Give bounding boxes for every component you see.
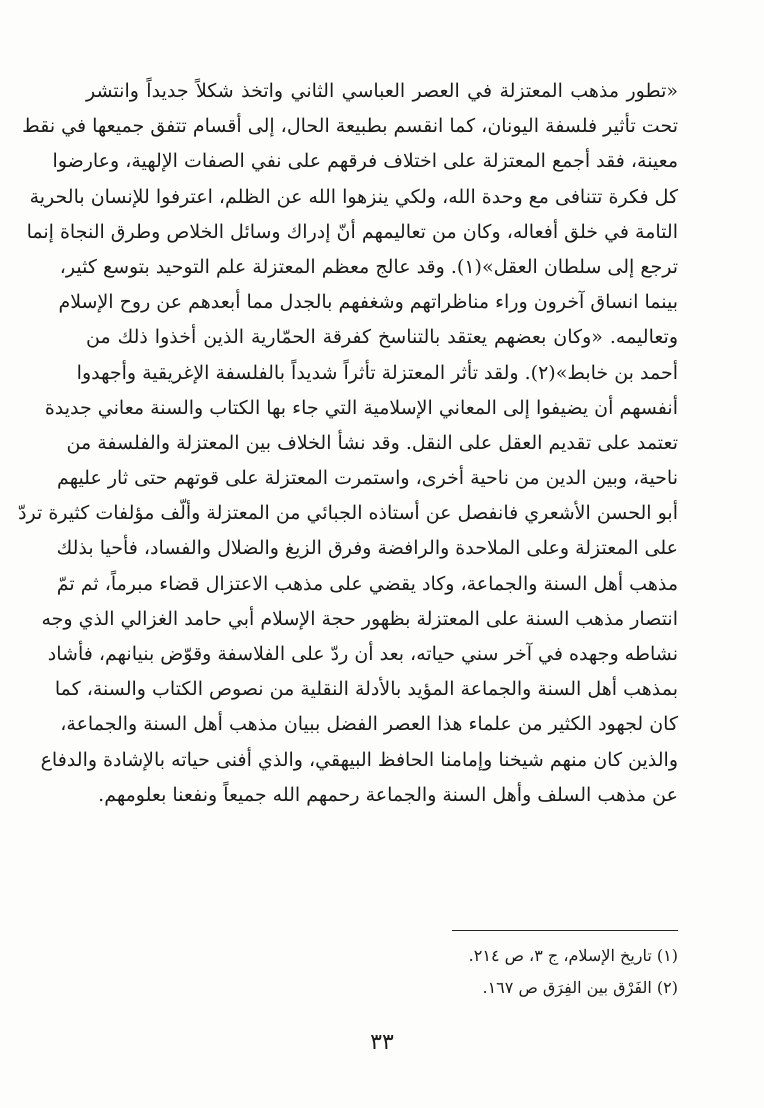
body-line: تعتمد على تقديم العقل على النقل. وقد نشأ الخلاف بين المعتزلة والفلسفة من	[66, 431, 678, 454]
body-line: معينة، فقد أجمع المعتزلة على اختلاف فرقهم على نفي الصفات الإلهية، وعارضوا	[52, 150, 678, 173]
body-line: مذهب أهل السنة والجماعة، وكاد يقضي على مذهب الاعتزال قضاء مبرماً، ثم تمّ	[56, 572, 678, 595]
body-line: كل فكرة تتنافى مع وحدة الله، ولكي ينزهوا الله عن الظلم، اعترفوا للإنسان بالحرية	[29, 185, 678, 208]
body-line: «تطور مذهب المعتزلة في العصر العباسي الثاني واتخذ شكلاً جديداً وانتشر	[86, 80, 678, 102]
body-line: انتصار مذهب السنة على المعتزلة بظهور حجة الإسلام أبي حامد الغزالي الذي وجه	[41, 607, 678, 630]
body-line: أنفسهم أن يضيفوا إلى المعاني الإسلامية التي جاء بها الكتاب والسنة معاني جديدة	[44, 396, 678, 419]
body-line: عن مذهب السلف وأهل السنة والجماعة رحمهم الله جميعاً ونفعنا بعلومهم.	[98, 783, 678, 806]
body-line: على المعتزلة وعلى الملاحدة والرافضة وفرق الزيغ والضلال والفساد، فأحيا بذلك	[56, 537, 678, 560]
body-line: نشاطه وجهده في آخر سني حياته، بعد أن ردّ على الفلاسفة وقوّض بنيانهم، فأشاد	[47, 643, 678, 665]
body-line: بمذهب أهل السنة والجماعة المؤيد بالأدلة النقلية من نصوص الكتاب والسنة، كما	[54, 678, 678, 701]
body-line: والذين كان منهم شيخنا وإمامنا الحافظ البيهقي، والذي أفنى حياته بالإشادة والدفاع	[40, 748, 678, 771]
footnote-1: (١) تاريخ الإسلام، ج ٣، ص ٢١٤.	[468, 946, 678, 965]
body-line: ترجع إلى سلطان العقل»(١). وقد عالج معظم المعتزلة علم التوحيد بتوسع كثير،	[59, 255, 678, 278]
body-line: بينما انساق آخرون وراء مناظراتهم وشغفهم بالجدل مما أبعدهم عن روح الإسلام	[58, 291, 678, 314]
body-line: كان لجهود الكثير من علماء هذا العصر الفضل ببيان مذهب أهل السنة والجماعة،	[60, 713, 678, 736]
body-line: ناحية، وبين الدين من ناحية أخرى، واستمرت المعتزلة على قوتهم حتى ثار عليهم	[57, 467, 678, 490]
body-line: تحت تأثير فلسفة اليونان، كما انقسم بطبيعة الحال، إلى أقسام تتفق جميعها في نقط	[22, 115, 678, 138]
page-number: ٣٣	[370, 1030, 394, 1055]
body-line: وتعاليمه. «وكان بعضهم يعتقد بالتناسخ كفرقة الحمّارية الذين أخذوا ذلك من	[86, 326, 678, 349]
body-line: أحمد بن خابط»(٢). ولقد تأثر المعتزلة تأثراً شديداً بالفلسفة الإغريقية وأجهدوا	[76, 361, 678, 384]
footnote-divider	[452, 930, 678, 931]
footnote-2: (٢) الفَرْق بين الفِرَق ص ١٦٧.	[482, 978, 678, 997]
footnotes	[86, 940, 678, 1004]
body-line: أبو الحسن الأشعري فانفصل عن أستاذه الجبائي من المعتزلة وألّف مؤلفات كثيرة تردّ	[18, 502, 678, 525]
body-line: التامة في خلق أفعاله، وكان من تعاليمهم أنّ إدراك وسائل الخلاص وطرق النجاة إنما	[26, 220, 678, 243]
body-text	[18, 74, 678, 813]
